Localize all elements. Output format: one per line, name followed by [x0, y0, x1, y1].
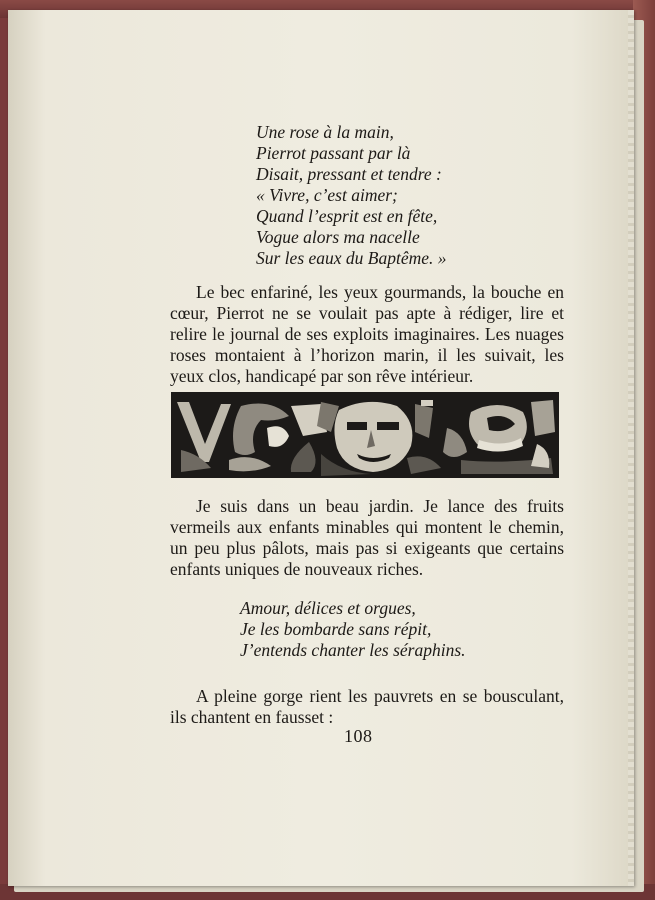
poem-line: Quand l’esprit est en fête,: [256, 206, 438, 226]
paragraph-pauvrets: A pleine gorge rient les pauvrets en se bousculant, ils chantent en fausset :: [170, 686, 564, 727]
poem-stanza-1: [256, 122, 447, 269]
woodcut-illustration: [171, 392, 559, 478]
deckled-edge: [628, 10, 634, 886]
paragraph-pierrot: Le bec enfariné, les yeux gourmands, la bouche en cœur, Pierrot ne se voulait pas apte à rédiger, lire et relire le journal de ses exploits imaginaires. Les nuages roses montaient à l’horizon marin, il les suivait, les yeux clos, handicapé par son rêve intérieur.: [170, 282, 564, 386]
poem-line: « Vivre, c’est aimer;: [256, 185, 398, 205]
poem-line: Vogue alors ma nacelle: [256, 227, 420, 247]
poem-line: Je les bombarde sans répit,: [240, 619, 432, 639]
paragraph-garden: Je suis dans un beau jardin. Je lance des fruits vermeils aux enfants minables qui montent le chemin, un peu plus pâlots, mais pas si exigeants que certains enfants uniques de nouveaux riches.: [170, 496, 564, 579]
poem-line: Sur les eaux du Baptême. »: [256, 248, 447, 268]
poem-stanza-2: [240, 598, 466, 661]
poem-line: Pierrot passant par là: [256, 143, 411, 163]
poem-line: Disait, pressant et tendre :: [256, 164, 442, 184]
poem-line: J’entends chanter les séraphins.: [240, 640, 466, 660]
poem-line: Amour, délices et orgues,: [240, 598, 416, 618]
book-page: [8, 10, 634, 886]
page-number: 108: [344, 726, 373, 746]
poem-line: Une rose à la main,: [256, 122, 394, 142]
